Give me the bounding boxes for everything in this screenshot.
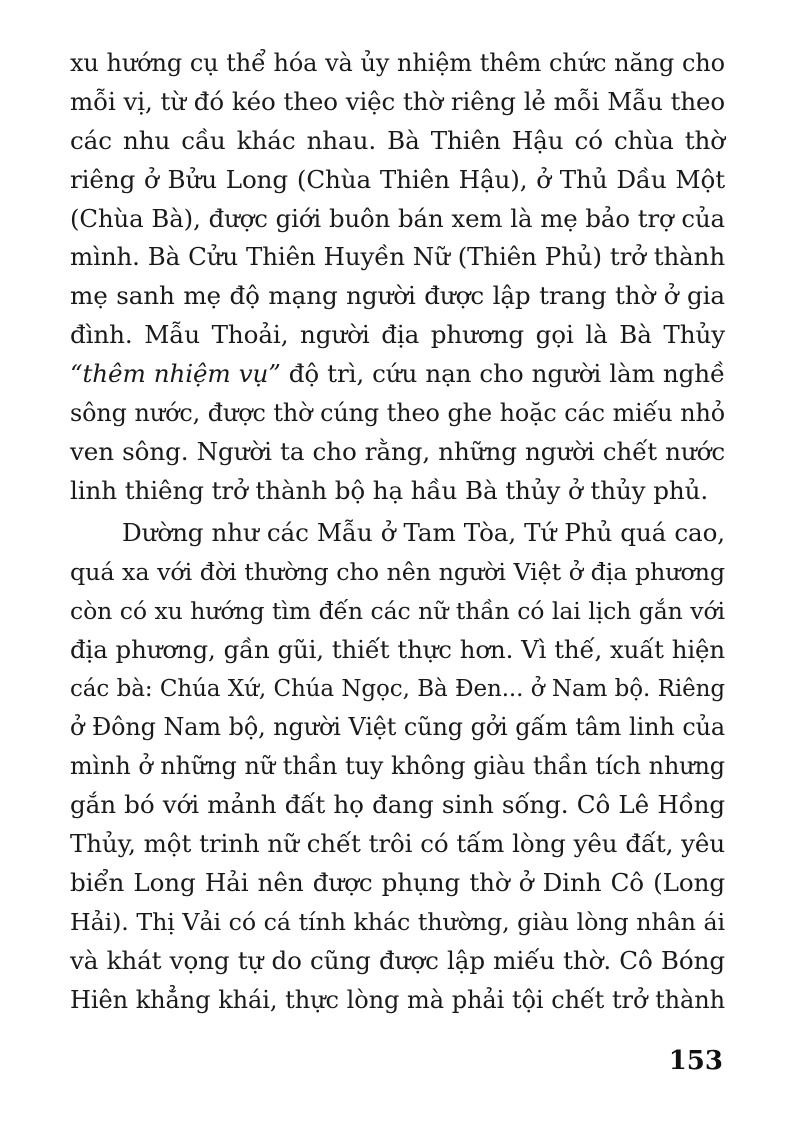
text-line: mình. Bà Cửu Thiên Huyền Nữ (Thiên Phủ) trở thành (70, 242, 725, 272)
text-line: xu hướng cụ thể hóa và ủy nhiệm thêm chức năng cho (70, 49, 725, 77)
text-line: các nhu cầu khác nhau. Bà Thiên Hậu có chùa thờ (70, 125, 725, 155)
text-line: linh thiêng trở thành bộ hạ hầu Bà thủy ở thủy phủ. (70, 475, 709, 505)
paragraph-1 (70, 44, 725, 511)
text-line: sông nước, được thờ cúng theo ghe hoặc các miếu nhỏ (70, 399, 725, 428)
text-line: quá xa với đời thường cho nên người Việt ở địa phương (70, 557, 725, 586)
text-line: Thủy, một trinh nữ chết trôi có tấm lòng yêu đất, yêu (70, 829, 725, 859)
text-line: ven sông. Người ta cho rằng, những người chết nước (70, 436, 725, 466)
text-line: (Chùa Bà), được giới buôn bán xem là mẹ bảo trợ của (70, 203, 725, 233)
paragraph-2 (70, 514, 725, 1020)
text-line: các bà: Chúa Xứ, Chúa Ngọc, Bà Đen... ở Nam bộ. Riêng (70, 675, 725, 702)
text-line: còn có xu hướng tìm đến các nữ thần có lai lịch gắn với (70, 596, 725, 625)
text-line-rest: độ trì, cứu nạn cho người làm nghề (288, 359, 725, 389)
text-line: Hải). Thị Vải có cá tính khác thường, giàu lòng nhân ái (70, 907, 725, 936)
text-line: Hiên khẳng khái, thực lòng mà phải tội chết trở thành (70, 985, 725, 1014)
text-line-with-emphasis (70, 355, 725, 394)
text-line: gắn bó với mảnh đất họ đang sinh sống. Cô Lê Hồng (70, 790, 725, 820)
text-line: Dường như các Mẫu ở Tam Tòa, Tứ Phủ quá cao, (122, 518, 725, 547)
emphasis-text: “thêm nhiệm vụ” (70, 359, 281, 389)
text-line: mẹ sanh mẹ độ mạng người được lập trang thờ ở gia (70, 281, 725, 311)
text-line: và khát vọng tự do cũng được lập miếu thờ. Cô Bóng (70, 945, 725, 975)
text-line: riêng ở Bửu Long (Chùa Thiên Hậu), ở Thủ Dầu Một (70, 164, 725, 194)
text-line: đình. Mẫu Thoải, người địa phương gọi là Bà Thủy (70, 320, 725, 350)
text-line: mình ở những nữ thần tuy không giàu thần tích nhưng (70, 752, 725, 781)
page-number: 153 (668, 1046, 723, 1076)
text-line: biển Long Hải nên được phụng thờ ở Dinh Cô (Long (70, 868, 725, 898)
text-line: mỗi vị, từ đó kéo theo việc thờ riêng lẻ mỗi Mẫu theo (70, 86, 725, 116)
text-line: ở Đông Nam bộ, người Việt cũng gởi gấm tâm linh của (70, 713, 725, 742)
text-line: địa phương, gần gũi, thiết thực hơn. Vì thế, xuất hiện (70, 634, 725, 664)
